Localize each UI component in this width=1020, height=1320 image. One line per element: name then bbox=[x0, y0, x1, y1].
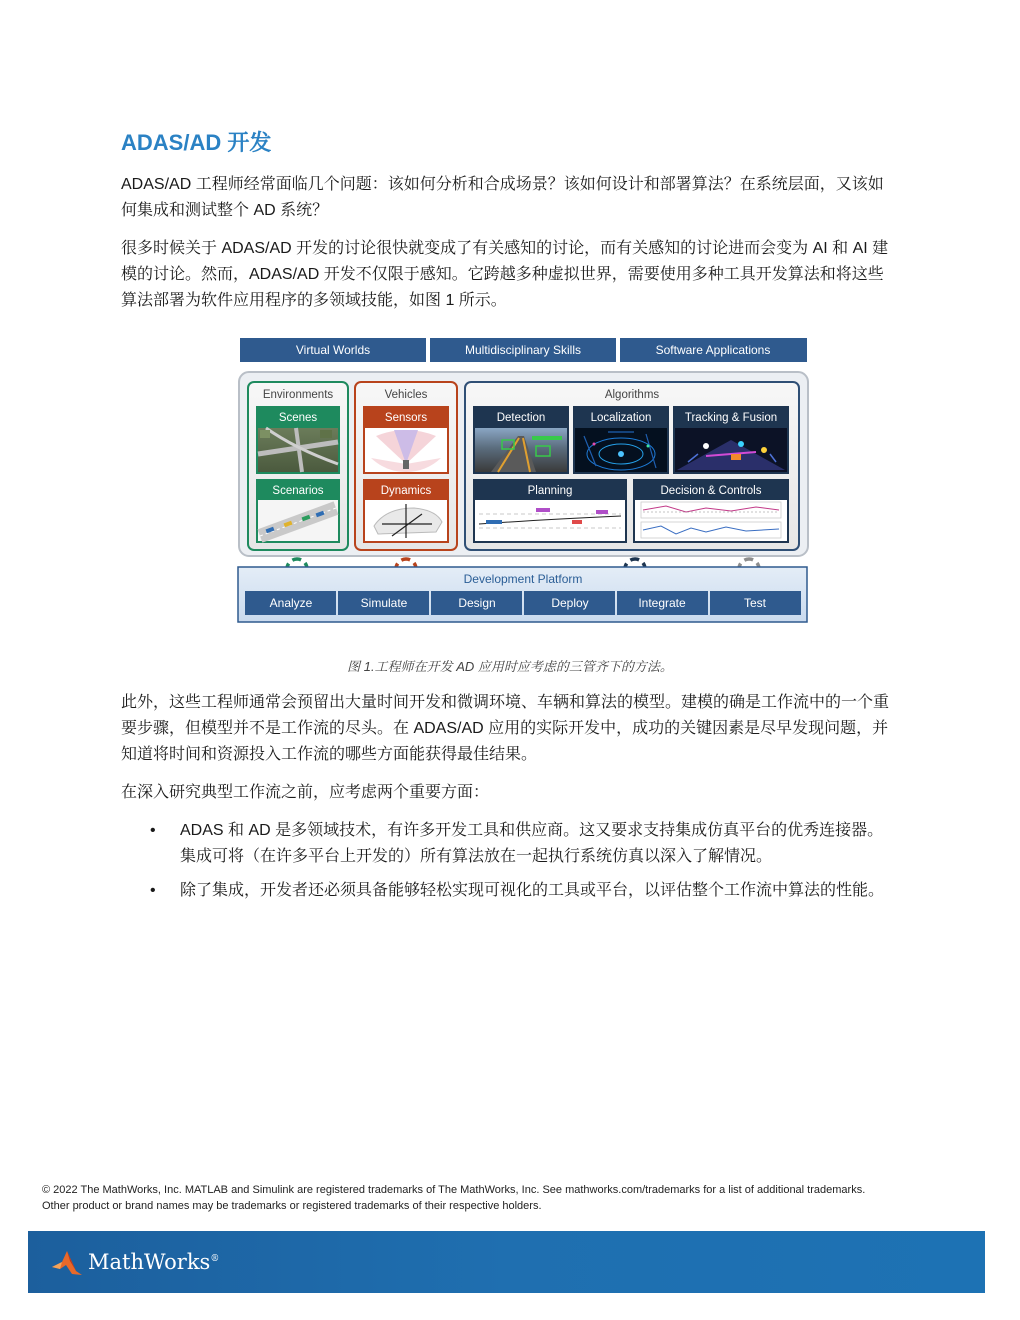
list-item bbox=[150, 818, 895, 870]
vehicles-title: Vehicles bbox=[384, 389, 428, 401]
platform-step-label: Design bbox=[458, 596, 496, 610]
decision-controls-label: Decision & Controls bbox=[660, 485, 762, 497]
brand-bar bbox=[28, 1231, 985, 1293]
sensors-label: Sensors bbox=[384, 412, 428, 424]
footer-legal bbox=[42, 1182, 982, 1214]
brand-name: MathWorks® bbox=[88, 1250, 220, 1274]
list-item-text: ADAS 和 AD 是多领域技术，有许多开发工具和供应商。这又要求支持集成仿真平台的优秀连接器。集成可将（在许多平台上开发的）所有算法放在一起执行系统仿真以深入了解情况。 bbox=[180, 822, 884, 865]
top-tab-multidisciplinary-skills bbox=[430, 338, 616, 362]
vehicles-group bbox=[355, 382, 457, 550]
footer-copyright: © 2022 The MathWorks, Inc. MATLAB and Simulink are registered trademarks of The MathWorks, Inc. See mathworks.com/trademarks for a list of additional trademarks. bbox=[42, 1184, 866, 1196]
development-platform bbox=[238, 567, 807, 622]
development-platform-title: Development Platform bbox=[463, 572, 583, 586]
planning-label: Planning bbox=[527, 485, 573, 497]
platform-step-analyze bbox=[245, 591, 336, 615]
detection-label: Detection bbox=[496, 412, 546, 424]
considerations-list bbox=[150, 818, 895, 912]
membrane-logo-icon bbox=[50, 1245, 84, 1279]
detection-thumbnail bbox=[475, 428, 567, 472]
platform-step-simulate bbox=[338, 591, 429, 615]
localization-thumbnail bbox=[575, 428, 667, 472]
scenarios-label: Scenarios bbox=[272, 485, 324, 497]
algorithms-title: Algorithms bbox=[604, 389, 660, 401]
page-heading: ADAS/AD 开发 bbox=[121, 130, 272, 155]
tracking-fusion-label: Tracking & Fusion bbox=[684, 412, 778, 424]
bullet-dot: • bbox=[150, 822, 156, 839]
localization-label: Localization bbox=[590, 412, 652, 424]
figure-1-diagram bbox=[236, 336, 810, 626]
platform-step-design bbox=[431, 591, 522, 615]
paragraph-intro: ADAS/AD 工程师经常面临几个问题：该如何分析和合成场景？该如何设计和部署算法？在系统层面，又该如何集成和测试整个 AD 系统？ bbox=[121, 176, 884, 219]
sensors-thumbnail bbox=[365, 428, 447, 472]
platform-step-test bbox=[710, 591, 801, 615]
scenarios-thumbnail bbox=[258, 500, 338, 541]
bullet-dot: • bbox=[150, 882, 156, 899]
platform-step-deploy bbox=[524, 591, 615, 615]
algorithms-group bbox=[465, 382, 799, 550]
list-item bbox=[150, 878, 895, 904]
platform-step-label: Simulate bbox=[360, 596, 408, 610]
paragraph-considerations: 在深入研究典型工作流之前，应考虑两个重要方面： bbox=[121, 784, 490, 801]
scenes-thumbnail bbox=[258, 428, 338, 472]
tracking-fusion-thumbnail bbox=[675, 428, 787, 472]
top-tab-software-applications bbox=[620, 338, 807, 362]
environments-group bbox=[248, 382, 348, 550]
platform-step-label: Analyze bbox=[269, 596, 313, 610]
mathworks-logo[interactable] bbox=[50, 1244, 219, 1280]
list-item-text: 除了集成，开发者还必须具备能够轻松实现可视化的工具或平台，以评估整个工作流中算法的性能。 bbox=[180, 882, 885, 899]
dynamics-label: Dynamics bbox=[380, 485, 432, 497]
scenes-label: Scenes bbox=[278, 412, 318, 424]
platform-step-label: Deploy bbox=[551, 596, 589, 610]
environments-title: Environments bbox=[262, 389, 334, 401]
top-tab-virtual-worlds bbox=[240, 338, 426, 362]
top-tab-label: Multidisciplinary Skills bbox=[464, 343, 582, 357]
paragraph-modeling: 此外，这些工程师通常会预留出大量时间开发和微调环境、车辆和算法的模型。建模的确是工作流中的一个重要步骤，但模型并不是工作流的尽头。在 ADAS/AD 应用的实际开发中，成功的关键因素是尽早发现问题，并知道将时间和资源投入工作流的哪些方面能获得最佳结果。 bbox=[121, 694, 890, 763]
dynamics-thumbnail bbox=[365, 500, 447, 541]
figure-caption: 图 1.工程师在开发 AD 应用时应考虑的三管齐下的方法。 bbox=[347, 659, 673, 674]
paragraph-perception: 很多时候关于 ADAS/AD 开发的讨论很快就变成了有关感知的讨论，而有关感知的讨论进而会变为 AI 和 AI 建模的讨论。然而，ADAS/AD 开发不仅限于感知。它跨越多种虚拟世界，需要使用多种工具开发算法和将这些算法部署为软件应用程序的多领域技能，如图 1 所示。 bbox=[121, 240, 889, 309]
footer-trademarks: Other product or brand names may be trademarks or registered trademarks of their respective holders. bbox=[42, 1200, 542, 1212]
top-tab-label: Software Applications bbox=[655, 343, 771, 357]
platform-step-label: Test bbox=[743, 596, 767, 610]
decision-controls-thumbnail bbox=[635, 500, 787, 541]
platform-step-label: Integrate bbox=[638, 596, 686, 610]
planning-thumbnail bbox=[475, 500, 625, 541]
top-tab-label: Virtual Worlds bbox=[295, 343, 371, 357]
platform-step-integrate bbox=[617, 591, 708, 615]
